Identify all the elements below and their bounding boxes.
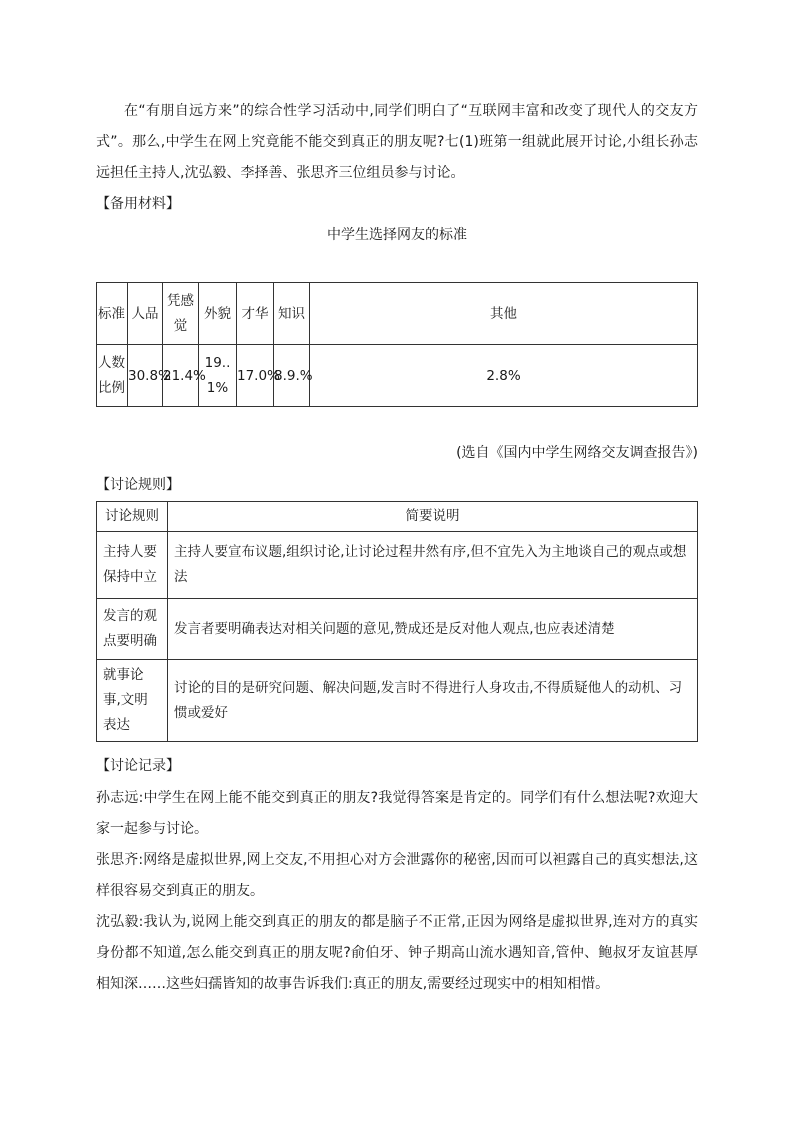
column-header: 其他 <box>310 283 698 345</box>
table-source: (选自《国内中学生网络交友调查报告》) <box>456 445 698 461</box>
record-paragraph: 孙志远:中学生在网上能不能交到真正的朋友?我觉得答案是肯定的。同学们有什么想法呢?欢迎大家一起参与讨论。 <box>96 790 698 837</box>
rule-name: 发言的观点要明确 <box>97 599 168 660</box>
table-cell: 8.9.% <box>274 345 310 407</box>
record-paragraph: 张思齐:网络是虚拟世界,网上交友,不用担心对方会泄露你的秘密,因而可以袒露自己的真实想法,这样很容易交到真正的朋友。 <box>96 852 698 899</box>
section-heading-record: 【讨论记录】 <box>96 758 180 774</box>
row-label-ratio: 人数比例 <box>97 345 128 407</box>
rule-desc: 讨论的目的是研究问题、解决问题,发言时不得进行人身攻击,不得质疑他人的动机、习惯或爱好 <box>168 660 698 742</box>
section-heading-rules: 【讨论规则】 <box>96 477 180 493</box>
rules-table <box>96 501 698 742</box>
table-cell: 30.8% <box>128 345 163 407</box>
column-header: 人品 <box>128 283 163 345</box>
rules-header-rule: 讨论规则 <box>97 502 168 532</box>
document-page <box>96 96 698 992</box>
rule-desc: 发言者要明确表达对相关问题的意见,赞成还是反对他人观点,也应表述清楚 <box>168 599 698 660</box>
table-row <box>97 599 698 660</box>
column-header: 凭感觉 <box>163 283 199 345</box>
table-row <box>97 532 698 599</box>
table-cell: 2.8% <box>310 345 698 407</box>
section-heading-materials: 【备用材料】 <box>96 196 180 212</box>
column-header: 才华 <box>237 283 274 345</box>
table-row <box>97 502 698 532</box>
column-header: 外貌 <box>199 283 237 345</box>
row-label-standard: 标准 <box>97 283 128 345</box>
table-row <box>97 345 698 407</box>
stats-table <box>96 282 698 407</box>
discussion-record <box>96 783 698 1000</box>
rules-header-desc: 简要说明 <box>168 502 698 532</box>
column-header: 知识 <box>274 283 310 345</box>
table-row <box>97 660 698 742</box>
table-cell: 17.0% <box>237 345 274 407</box>
table-cell: 21.4% <box>163 345 199 407</box>
rule-desc: 主持人要宣布议题,组织讨论,让讨论过程井然有序,但不宜先入为主地谈自己的观点或想法 <box>168 532 698 599</box>
intro-paragraph: 在“有朋自远方来”的综合性学习活动中,同学们明白了“互联网丰富和改变了现代人的交友方式”。那么,中学生在网上究竟能不能交到真正的朋友呢?七(1)班第一组就此展开讨论,小组长孙志远担任主持人,沈弘毅、李择善、张思齐三位组员参与讨论。 <box>96 103 698 181</box>
table-cell: 19..1% <box>199 345 237 407</box>
record-paragraph: 沈弘毅:我认为,说网上能交到真正的朋友的都是脑子不正常,正因为网络是虚拟世界,连对方的真实身份都不知道,怎么能交到真正的朋友呢?俞伯牙、钟子期高山流水遇知音,管仲、鲍叔牙友谊甚厚相知深……这些妇孺皆知的故事告诉我们:真正的朋友,需要经过现实中的相知相惜。 <box>96 914 698 992</box>
rule-name: 主持人要保持中立 <box>97 532 168 599</box>
rule-name: 就事论事,文明表达 <box>97 660 168 742</box>
table-title: 中学生选择网友的标准 <box>327 227 467 243</box>
table-row <box>97 283 698 345</box>
